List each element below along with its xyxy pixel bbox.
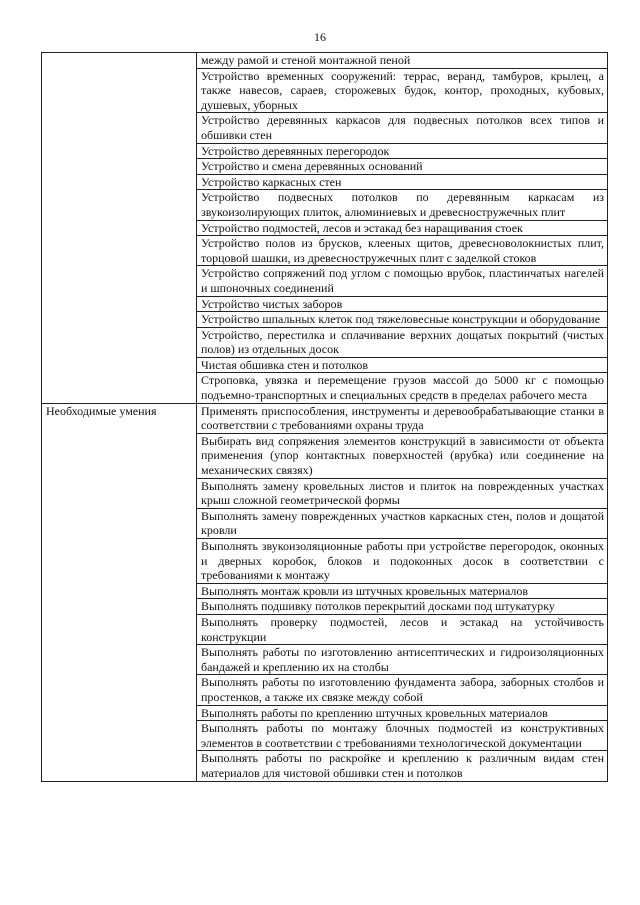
row-label-cell-continued	[42, 53, 197, 404]
table-cell-item: Устройство деревянных каркасов для подвесных потолков всех типов и обшивки стен	[197, 113, 608, 143]
table-row	[42, 403, 608, 433]
table-cell-item: Выполнять замену поврежденных участков каркасных стен, полов и дощатой кровли	[197, 508, 608, 538]
requirements-table	[41, 52, 608, 782]
table-cell-item: Устройство чистых заборов	[197, 296, 608, 312]
table-cell-item: Применять приспособления, инструменты и деревообрабатывающие станки в соответствии с требованиями охраны труда	[197, 403, 608, 433]
table-cell-item: Выполнять работы по раскройке и креплению к различным видам стен материалов для чистовой обшивки стен и потолков	[197, 751, 608, 781]
table-cell-item: Чистая обшивка стен и потолков	[197, 357, 608, 373]
table-cell-item: между рамой и стеной монтажной пеной	[197, 53, 608, 69]
table-cell-item: Выполнять монтаж кровли из штучных кровельных материалов	[197, 583, 608, 599]
table-cell-item: Выполнять работы по креплению штучных кровельных материалов	[197, 705, 608, 721]
table-cell-item: Выполнять замену кровельных листов и плиток на поврежденных участках крыш сложной геометрической формы	[197, 478, 608, 508]
row-label-skills: Необходимые умения	[42, 403, 197, 781]
table-cell-item: Выполнять работы по изготовлению антисептических и гидроизоляционных бандажей и креплению их на столбы	[197, 645, 608, 675]
table-cell-item: Выполнять работы по монтажу блочных подмостей из конструктивных элементов в соответствии с требованиями технологической документации	[197, 721, 608, 751]
table-cell-item: Выполнять работы по изготовлению фундамента забора, заборных столбов и простенков, а также их связке между собой	[197, 675, 608, 705]
table-cell-item: Устройство временных сооружений: террас, веранд, тамбуров, крылец, а также навесов, сараев, сторожевых будок, контор, проходных, кубовых, душевых, уборных	[197, 68, 608, 113]
table-cell-item: Строповка, увязка и перемещение грузов массой до 5000 кг с помощью подъемно-транспортных и специальных средств в пределах рабочего места	[197, 373, 608, 403]
table-cell-item: Устройство подвесных потолков по деревянным каркасам из звукоизолирующих плиток, алюминиевых и древесностружечных плит	[197, 190, 608, 220]
table-cell-item: Устройство деревянных перегородок	[197, 143, 608, 159]
table-cell-item: Устройство шпальных клеток под тяжеловесные конструкции и оборудование	[197, 312, 608, 328]
table-cell-item: Выбирать вид сопряжения элементов конструкций в зависимости от объекта применения (упор контактных поверхностей (врубка) или соединение на механических связях)	[197, 433, 608, 478]
table-cell-item: Устройство полов из брусков, клееных щитов, древесноволокнистых плит, торцовой шашки, из древесностружечных плит с заделкой стоков	[197, 236, 608, 266]
table-cell-item: Устройство каркасных стен	[197, 174, 608, 190]
page-number: 16	[314, 30, 326, 44]
table-cell-item: Устройство подмостей, лесов и эстакад без наращивания стоек	[197, 220, 608, 236]
table-cell-item: Устройство, перестилка и сплачивание верхних дощатых покрытий (чистых полов) из отдельных досок	[197, 327, 608, 357]
table-cell-item: Устройство сопряжений под углом с помощью врубок, пластинчатых нагелей и шпоночных соединений	[197, 266, 608, 296]
table-cell-item: Устройство и смена деревянных оснований	[197, 159, 608, 175]
table-cell-item: Выполнять проверку подмостей, лесов и эстакад на устойчивость конструкции	[197, 614, 608, 644]
table-row	[42, 53, 608, 69]
table-cell-item: Выполнять подшивку потолков перекрытий досками под штукатурку	[197, 599, 608, 615]
table-cell-item: Выполнять звукоизоляционные работы при устройстве перегородок, оконных и дверных коробок, блоков и подоконных досок в соответствии с требованиями к монтажу	[197, 539, 608, 584]
